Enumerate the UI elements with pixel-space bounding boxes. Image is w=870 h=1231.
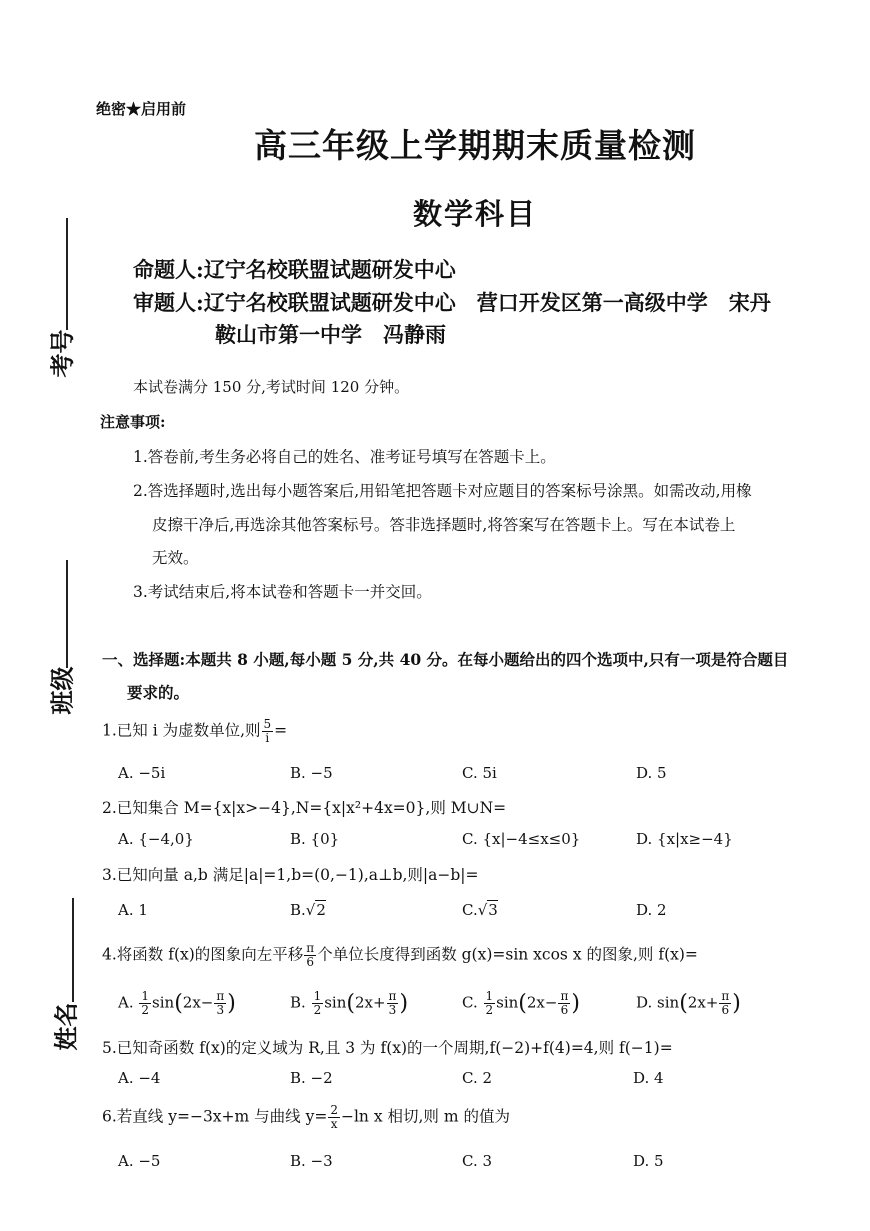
reviewer-line-1: 审题人:辽宁名校联盟试题研发中心 营口开发区第一高级中学 宋丹: [133, 290, 771, 315]
reviewer-line-2: 鞍山市第一中学 冯静雨: [215, 322, 446, 347]
q4-option-a: A. $\frac{1}{2}$ sin(2x− $\frac{\pi}{3}$ ): [118, 989, 236, 1017]
notice-item: 2.答选择题时,选出每小题答案后,用铅笔把答题卡对应题目的答案标号涂黑。如需改动,用橡: [133, 482, 752, 500]
exam-title: 高三年级上学期期末质量检测: [254, 126, 696, 165]
q3-option-c: C.√3: [462, 901, 498, 919]
question-1-stem: 1.已知 i 为虚数单位,则 $\frac{5}{i}$ =: [102, 717, 288, 745]
q5-option-b: B. −2: [290, 1069, 333, 1087]
q4-option-c: C. $\frac{1}{2}$ sin(2x− $\frac{\pi}{6}$ ): [462, 989, 580, 1017]
question-6-stem: 6.若直线 y=−3x+m 与曲线 y= $\frac{2}{x}$ −ln x 相切,则 m 的值为: [102, 1103, 510, 1131]
q6-option-c: C. 3: [462, 1152, 493, 1170]
class-line: [66, 560, 68, 668]
q2-option-a: A. {−4,0}: [118, 830, 194, 848]
section-heading: 一、选择题:本题共 8 小题,每小题 5 分,共 40 分。在每小题给出的四个选项中,只有一项是符合题目: [102, 650, 789, 669]
exam-subject: 数学科目: [412, 197, 537, 231]
q3-option-b: B.√2: [290, 901, 326, 919]
exam-no-line: [66, 218, 68, 330]
fraction: $\frac{5}{i}$: [263, 717, 272, 745]
name-line: [72, 898, 74, 1002]
q5-option-a: A. −4: [118, 1069, 161, 1087]
q2-option-d: D. {x|x≥−4}: [636, 830, 733, 848]
q1-option-c: C. 5i: [462, 764, 497, 782]
notice-item: 1.答卷前,考生务必将自己的姓名、准考证号填写在答题卡上。: [133, 448, 556, 466]
question-5-stem: 5.已知奇函数 f(x)的定义域为 R,且 3 为 f(x)的一个周期,f(−2)+f(4)=4,则 f(−1)=: [102, 1039, 673, 1057]
exam-no-label: 考号: [47, 329, 77, 378]
notice-item: 3.考试结束后,将本试卷和答题卡一并交回。: [133, 583, 432, 601]
q3-option-a: A. 1: [118, 901, 148, 919]
exam-info: 本试卷满分 150 分,考试时间 120 分钟。: [133, 378, 410, 396]
q5-option-d: D. 4: [633, 1069, 664, 1087]
notice-heading: 注意事项:: [100, 413, 166, 431]
section-heading-cont: 要求的。: [127, 683, 190, 702]
confidential-label: 绝密★启用前: [96, 100, 187, 118]
q1-option-d: D. 5: [636, 764, 667, 782]
q5-option-c: C. 2: [462, 1069, 493, 1087]
q3-option-d: D. 2: [636, 901, 667, 919]
setter-line: 命题人:辽宁名校联盟试题研发中心: [133, 257, 456, 282]
fraction: $\frac{\pi}{6}$: [306, 941, 315, 969]
q1-option-b: B. −5: [290, 764, 333, 782]
q1-option-a: A. −5i: [118, 764, 166, 782]
question-2-stem: 2.已知集合 M={x|x>−4},N={x|x²+4x=0},则 M∪N=: [102, 799, 507, 817]
notice-item: 皮擦干净后,再选涂其他答案标号。答非选择题时,将答案写在答题卡上。写在本试卷上: [152, 516, 736, 534]
q2-option-b: B. {0}: [290, 830, 340, 848]
name-label: 姓名: [51, 1002, 81, 1051]
notice-item: 无效。: [152, 549, 199, 567]
q4-option-d: D. sin(2x+ $\frac{\pi}{6}$ ): [636, 989, 741, 1017]
q2-option-c: C. {x|−4≤x≤0}: [462, 830, 581, 848]
q4-option-b: B. $\frac{1}{2}$ sin(2x+ $\frac{\pi}{3}$ ): [290, 989, 409, 1017]
question-4-stem: 4.将函数 f(x)的图象向左平移 $\frac{\pi}{6}$ 个单位长度得到函数 g(x)=sin xcos x 的图象,则 f(x)=: [102, 941, 698, 969]
q6-option-d: D. 5: [633, 1152, 664, 1170]
fraction: $\frac{2}{x}$: [330, 1103, 338, 1131]
q6-option-b: B. −3: [290, 1152, 333, 1170]
q6-option-a: A. −5: [118, 1152, 161, 1170]
class-label: 班级: [47, 666, 77, 715]
question-3-stem: 3.已知向量 a,b 满足|a|=1,b=(0,−1),a⊥b,则|a−b|=: [102, 866, 479, 884]
